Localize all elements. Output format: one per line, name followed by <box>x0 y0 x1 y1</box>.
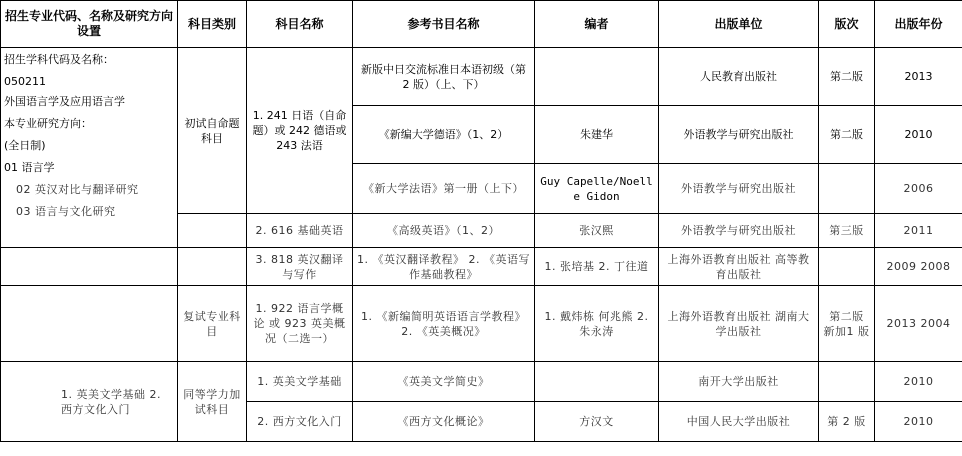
major-line: 03 语言与文化研究 <box>16 205 116 218</box>
editor-cell: 张汉熙 <box>535 214 659 248</box>
edition-cell <box>819 362 875 402</box>
year-cell: 2006 <box>875 164 962 214</box>
major-line: 050211 <box>4 75 46 88</box>
header-subject: 科目名称 <box>247 1 353 48</box>
editor-cell <box>535 48 659 106</box>
category-first-exam: 初试自命题科目 <box>178 48 247 214</box>
publisher-cell: 上海外语教育出版社 湖南大学出版社 <box>659 286 819 362</box>
table-row <box>1 248 962 286</box>
publisher-cell: 南开大学出版社 <box>659 362 819 402</box>
year-cell: 2010 <box>875 362 962 402</box>
book-cell: 《英美文学简史》 <box>353 362 535 402</box>
equal-add-left: 1. 英美文学基础 2. 西方文化入门 <box>1 362 178 442</box>
edition-cell <box>819 164 875 214</box>
header-year: 出版年份 <box>875 1 962 48</box>
major-line: (全日制) <box>4 139 46 152</box>
table-row <box>1 362 962 402</box>
edition-cell <box>819 248 875 286</box>
subject-cell: 2. 西方文化入门 <box>247 402 353 442</box>
editor-cell: 朱建华 <box>535 106 659 164</box>
editor-cell <box>535 362 659 402</box>
publisher-cell: 外语教学与研究出版社 <box>659 214 819 248</box>
book-cell: 《新编大学德语》（1、2） <box>353 106 535 164</box>
subject-cell: 1. 922 语言学概论 或 923 英美概况（二选一） <box>247 286 353 362</box>
header-book: 参考书目名称 <box>353 1 535 48</box>
header-publisher: 出版单位 <box>659 1 819 48</box>
table-row <box>1 48 962 106</box>
major-cell-cont <box>1 248 178 286</box>
publisher-cell: 中国人民大学出版社 <box>659 402 819 442</box>
publisher-cell: 外语教学与研究出版社 <box>659 164 819 214</box>
book-cell: 1. 《新编简明英语语言学教程》 2. 《英美概况》 <box>353 286 535 362</box>
book-cell: 《高级英语》（1、2） <box>353 214 535 248</box>
publisher-cell: 外语教学与研究出版社 <box>659 106 819 164</box>
editor-cell: 1. 张培基 2. 丁往道 <box>535 248 659 286</box>
publisher-cell: 人民教育出版社 <box>659 48 819 106</box>
header-edition: 版次 <box>819 1 875 48</box>
book-cell: 1. 《英汉翻译教程》 2. 《英语写作基础教程》 <box>353 248 535 286</box>
editor-cell: 1. 戴炜栋 何兆熊 2. 朱永涛 <box>535 286 659 362</box>
edition-cell: 第二版 <box>819 48 875 106</box>
year-cell: 2013 2004 <box>875 286 962 362</box>
book-cell: 《新大学法语》第一册（上下） <box>353 164 535 214</box>
major-line: 外国语言学及应用语言学 <box>4 95 125 108</box>
header-major: 招生专业代码、名称及研究方向设置 <box>1 1 178 48</box>
major-line: 招生学科代码及名称： <box>4 53 114 66</box>
edition-cell: 第三版 <box>819 214 875 248</box>
edition-cell: 第二版 新加1 版 <box>819 286 875 362</box>
major-line: 02 英汉对比与翻译研究 <box>16 183 139 196</box>
major-cell-cont <box>1 286 178 362</box>
year-cell: 2009 2008 <box>875 248 962 286</box>
book-cell: 新版中日交流标准日本语初级（第 2 版）（上、下） <box>353 48 535 106</box>
category-second-exam: 复试专业科目 <box>178 286 247 362</box>
major-line: 01 语言学 <box>4 161 55 174</box>
category-empty <box>178 248 247 286</box>
subject-cell: 3. 818 英汉翻译与写作 <box>247 248 353 286</box>
year-cell: 2013 <box>875 48 962 106</box>
subject-cell: 1. 241 日语（自命题）或 242 德语或 243 法语 <box>247 48 353 214</box>
edition-cell: 第 2 版 <box>819 402 875 442</box>
major-line: 本专业研究方向： <box>4 117 92 130</box>
category-empty <box>178 214 247 248</box>
header-category: 科目类别 <box>178 1 247 48</box>
subject-cell: 1. 英美文学基础 <box>247 362 353 402</box>
major-cell <box>1 48 178 248</box>
editor-cell: 方汉文 <box>535 402 659 442</box>
table-row <box>1 286 962 362</box>
publisher-cell: 上海外语教育出版社 高等教育出版社 <box>659 248 819 286</box>
year-cell: 2010 <box>875 402 962 442</box>
header-row <box>1 1 962 48</box>
edition-cell: 第二版 <box>819 106 875 164</box>
editor-cell: Guy Capelle/Noelle Gidon <box>535 164 659 214</box>
year-cell: 2010 <box>875 106 962 164</box>
book-cell: 《西方文化概论》 <box>353 402 535 442</box>
category-equal-add: 同等学力加试科目 <box>178 362 247 442</box>
year-cell: 2011 <box>875 214 962 248</box>
subject-cell: 2. 616 基础英语 <box>247 214 353 248</box>
header-editor: 编者 <box>535 1 659 48</box>
